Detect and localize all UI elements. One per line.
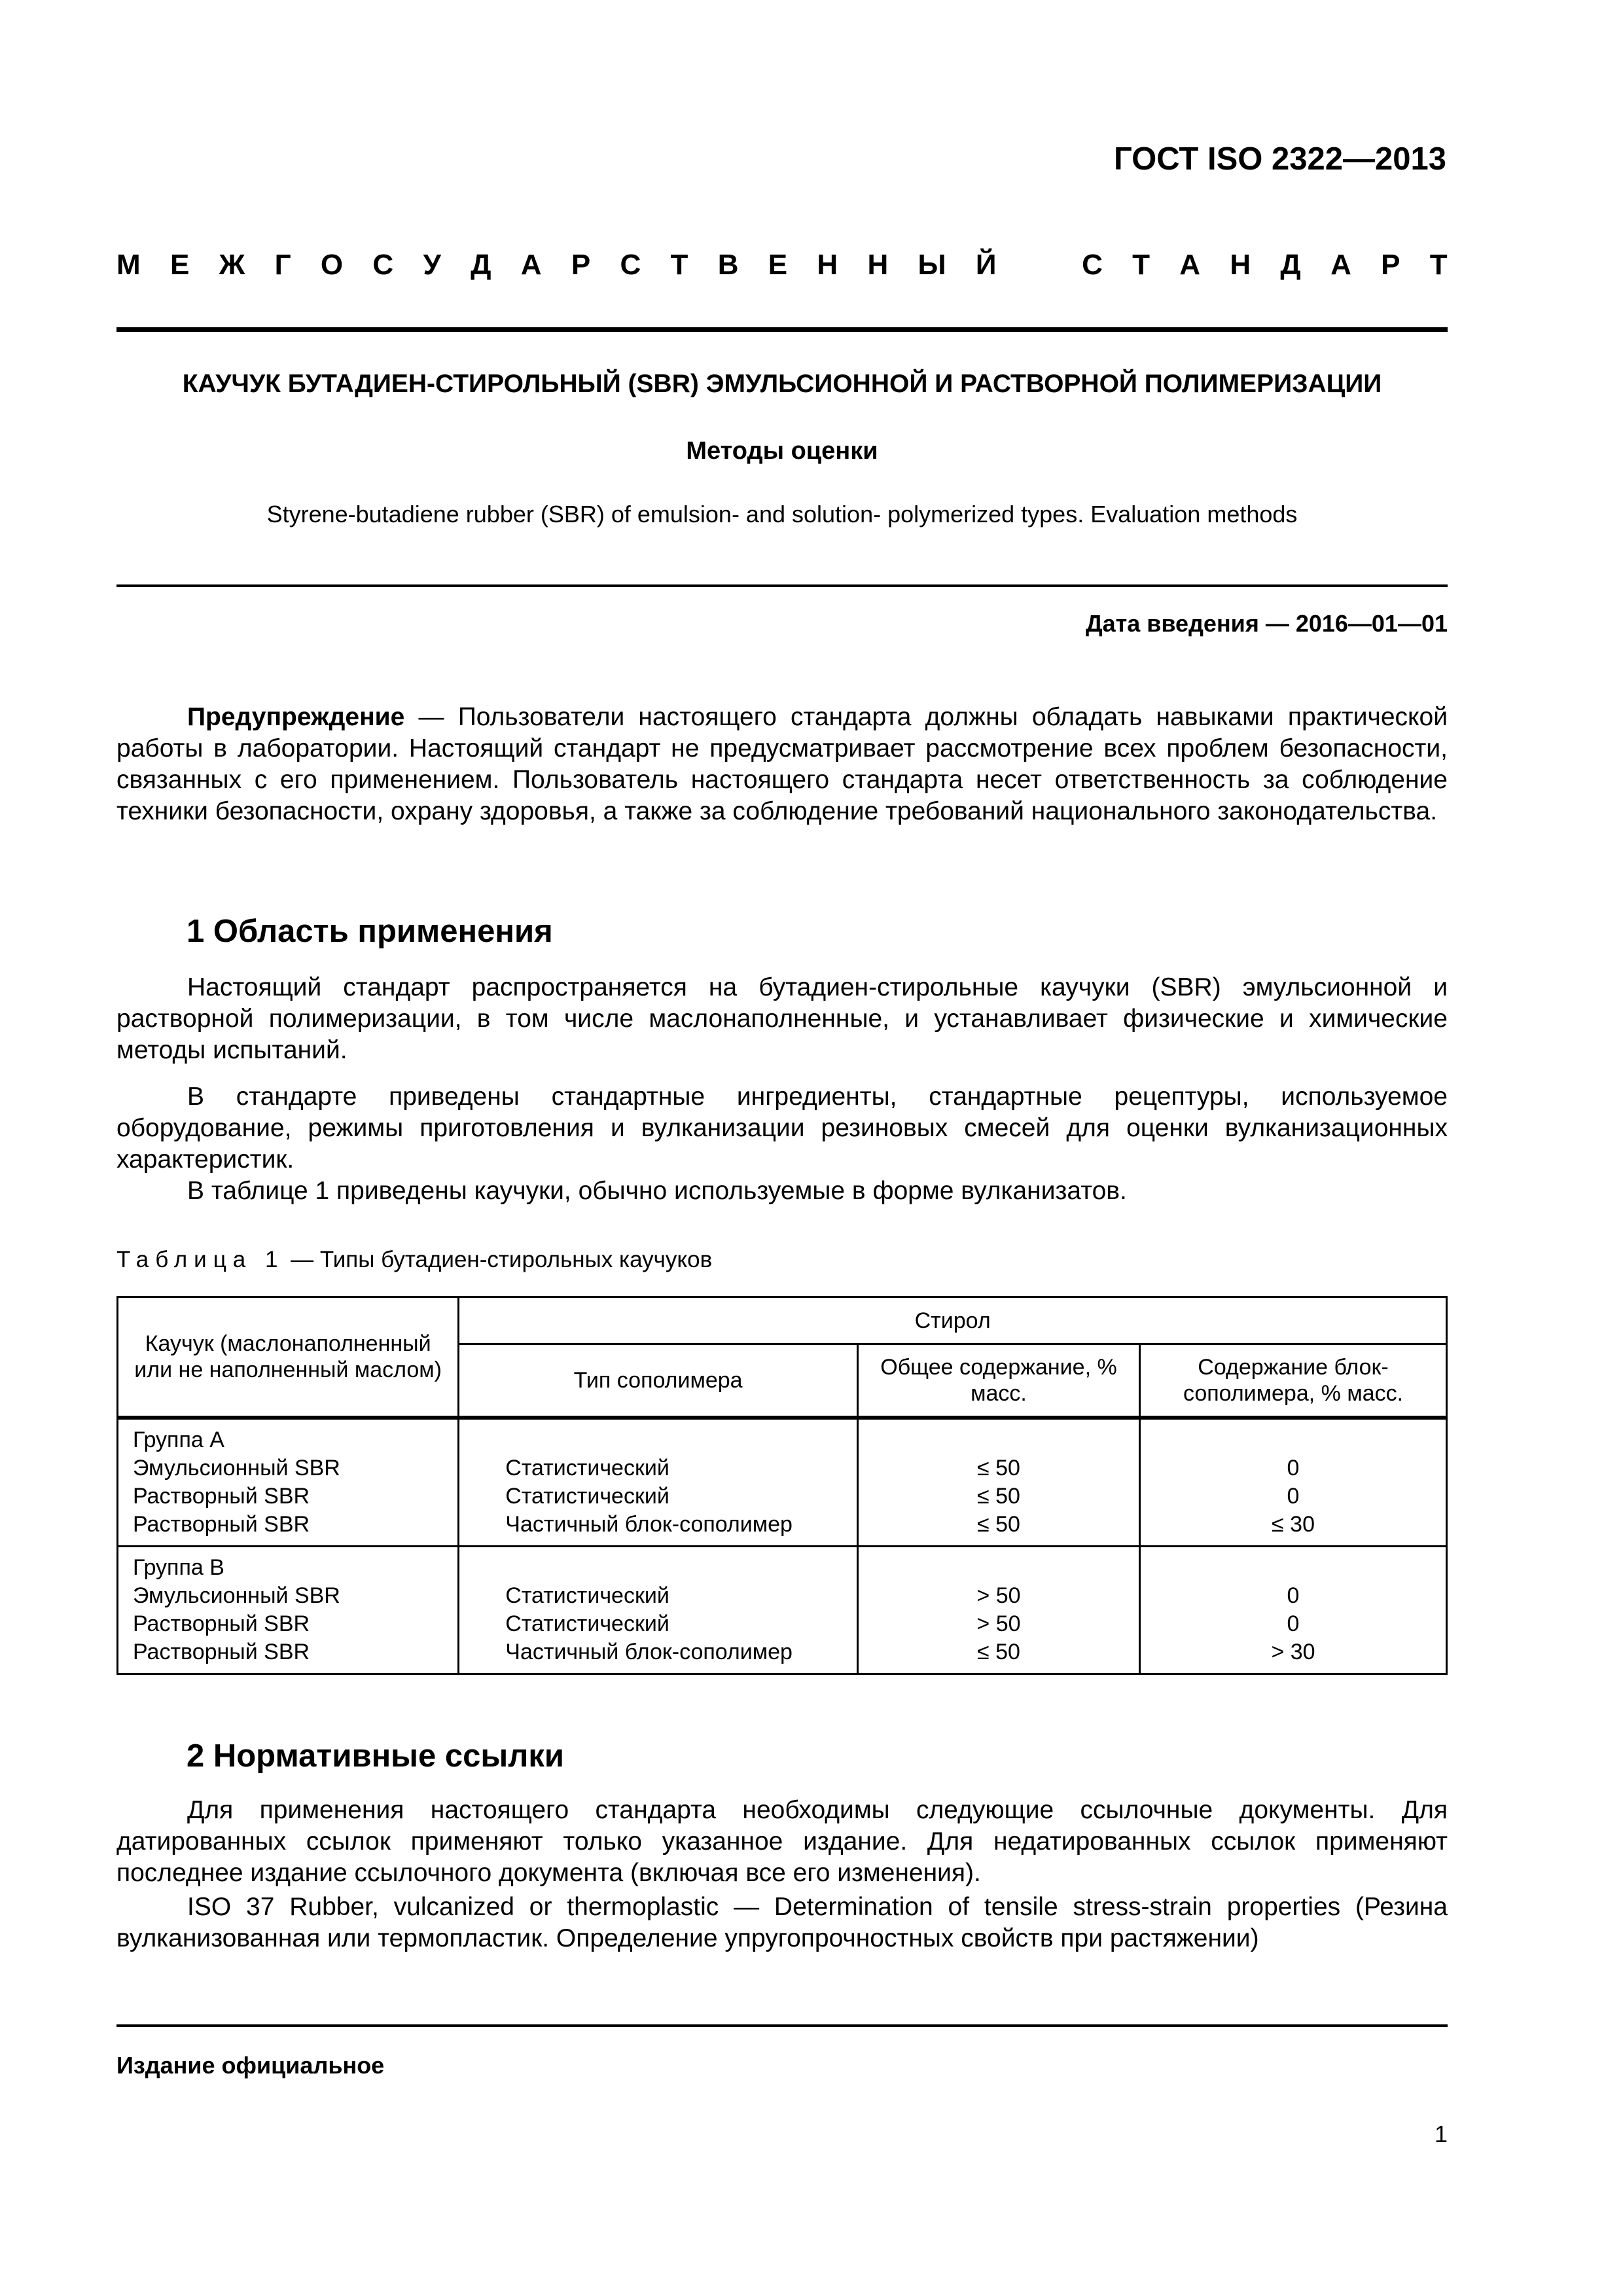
interstate-letter: Д [471,249,491,281]
interstate-letter: У [423,249,441,281]
interstate-letter: Е [768,249,788,281]
group-a-rubber-1: Эмульсионный SBR [133,1455,340,1480]
cell-block-group-a [1140,1418,1447,1547]
interstate-letter: Н [1230,249,1251,281]
section-2-heading: 2 Нормативные ссылки [187,1738,564,1774]
interstate-letter: Р [1381,249,1400,281]
document-title-en: Styrene-butadiene rubber (SBR) of emulsion- and solution- polymerized types. Evaluation methods [266,501,1298,528]
scope-paragraph-3 [116,1175,1448,1207]
references-paragraph-2 [116,1892,1448,1954]
interstate-letter: А [1330,249,1351,281]
group-b-rubber-3: Растворный SBR [133,1639,310,1664]
page-number: 1 [1434,2121,1448,2147]
scope-text-3: В таблице 1 приведены каучуки, обычно используемые в форме вулканизатов. [187,1177,1127,1205]
warning-text: — Пользователи настоящего стандарта должны обладать навыками практической работы в лаборатории. Настоящий стандарт не предусматривает рассмотрение всех проблем безопасности, связанных с его применением. Пользователь настоящего стандарта несет ответственность за соблюдение техники безопасности, охрану здоровья, а также за соблюдение требований национального законодательства. [116,703,1448,825]
group-a-total-3: ≤ 50 [977,1511,1020,1537]
cell-total-group-a [857,1418,1139,1547]
group-b-total-1: > 50 [976,1583,1021,1608]
interstate-letter: О [320,249,344,281]
group-b-type-0 [505,1554,842,1582]
interstate-letter: С [620,249,641,281]
interstate-letter: С [372,249,394,281]
header-copolymer-type: Тип сополимера [459,1344,858,1418]
footer-divider [116,2024,1448,2027]
references-text-1: Для применения настоящего стандарта необходимы следующие ссылочные документы. Для датированных ссылок применяют только указанное издание. Для недатированных ссылок применяют последнее издание ссылочного документа (включая все его изменения). [116,1796,1448,1887]
cell-type-group-a [459,1418,858,1547]
group-b-block-3: > 30 [1271,1639,1315,1664]
group-a-block-2: 0 [1287,1483,1300,1509]
official-edition-label: Издание официальное [116,2052,385,2079]
section-1-heading: 1 Область применения [187,914,553,949]
cell-rubber-group-a [118,1418,459,1547]
group-a-rubber-3: Растворный SBR [133,1511,310,1537]
interstate-letter: С [1082,249,1103,281]
group-b-total-0 [873,1554,1124,1582]
interstate-letter: Р [571,249,591,281]
table-caption-label: Таблица 1 [116,1247,285,1272]
table-caption-text: — Типы бутадиен-стирольных каучуков [284,1247,713,1272]
group-a-type-3: Частичный блок-сополимер [505,1511,793,1537]
warning-paragraph [116,702,1448,827]
interstate-letter: Н [867,249,889,281]
introduction-date: Дата введения — 2016—01—01 [1085,610,1448,637]
group-a-type-2: Статистический [505,1483,669,1509]
group-a-block-0 [1155,1426,1431,1454]
rubber-types-table [116,1296,1448,1675]
interstate-letter: М [116,249,141,281]
group-b-block-2: 0 [1287,1611,1300,1636]
cell-type-group-b [459,1546,858,1674]
table-row-group-a [118,1418,1447,1547]
interstate-letter: Г [274,249,291,281]
header-block-content: Содержание блок-сополимера, % масс. [1140,1344,1447,1418]
group-a-type-1: Статистический [505,1455,669,1480]
group-b-block-0 [1155,1554,1431,1582]
references-text-2: ISO 37 Rubber, vulcanized or thermoplastic — Determination of tensile stress-strain properties (Резина вулканизованная или термопластик. Определение упругопрочностных свойств при растяжении) [116,1893,1448,1952]
interstate-letter: А [520,249,542,281]
group-a-rubber-2: Растворный SBR [133,1483,310,1509]
group-b-rubber-1: Эмульсионный SBR [133,1583,340,1608]
group-a-type-0 [505,1426,842,1454]
group-b-total-3: ≤ 50 [977,1639,1020,1664]
group-b-rubber-2: Растворный SBR [133,1611,310,1636]
interstate-letter: Й [975,249,997,281]
scope-text-1: Настоящий стандарт распространяется на бутадиен-стирольные каучуки (SBR) эмульсионной и растворной полимеризации, в том числе маслонаполненные, и устанавливает физические и химические методы испытаний. [116,973,1448,1064]
interstate-letter: Н [817,249,838,281]
header-divider [116,327,1448,332]
interstate-letter: Т [1132,249,1150,281]
cell-total-group-b [857,1546,1139,1674]
group-a-total-2: ≤ 50 [977,1483,1020,1509]
warning-label: Предупреждение [187,703,405,731]
cell-rubber-group-b [118,1546,459,1674]
header-rubber: Каучук (маслонаполненный или не наполненный маслом) [118,1297,459,1418]
group-a-total-0 [873,1426,1124,1454]
interstate-letter: Т [1429,249,1448,281]
document-subtitle: Методы оценки [686,437,878,465]
interstate-letter: Т [670,249,688,281]
cell-block-group-b [1140,1546,1447,1674]
header-total-content: Общее содержание, % масс. [857,1344,1139,1418]
document-title-ru: КАУЧУК БУТАДИЕН-СТИРОЛЬНЫЙ (SBR) ЭМУЛЬСИОННОЙ И РАСТВОРНОЙ ПОЛИМЕРИЗАЦИИ [182,370,1382,398]
interstate-letter: Ы [918,249,946,281]
group-a-block-3: ≤ 30 [1272,1511,1315,1537]
interstate-standard-heading [116,249,1448,281]
group-a-title: Группа А [133,1427,224,1452]
title-divider [116,584,1448,587]
scope-paragraph-1 [116,972,1448,1066]
group-b-block-1: 0 [1287,1583,1300,1608]
interstate-letter: В [717,249,739,281]
interstate-letter: А [1179,249,1201,281]
scope-paragraph-2 [116,1081,1448,1175]
references-paragraph-1 [116,1795,1448,1889]
group-a-total-1: ≤ 50 [977,1455,1020,1480]
interstate-letter: Д [1280,249,1301,281]
group-b-type-1: Статистический [505,1583,669,1608]
interstate-letter [1026,249,1052,281]
group-b-type-3: Частичный блок-сополимер [505,1639,793,1664]
group-a-block-1: 0 [1287,1455,1300,1480]
group-b-type-2: Статистический [505,1611,669,1636]
table-row-group-b [118,1546,1447,1674]
interstate-letter: Ж [219,249,245,281]
interstate-letter: Е [169,249,190,281]
group-b-title: Группа В [133,1554,224,1580]
table-caption [116,1247,712,1273]
document-code: ГОСТ ISO 2322—2013 [1114,141,1446,177]
group-b-total-2: > 50 [976,1611,1021,1636]
header-styrene: Стирол [459,1297,1447,1344]
scope-text-2: В стандарте приведены стандартные ингредиенты, стандартные рецептуры, используемое оборудование, режимы приготовления и вулканизации резиновых смесей для оценки вулканизационных характеристик. [116,1083,1448,1174]
